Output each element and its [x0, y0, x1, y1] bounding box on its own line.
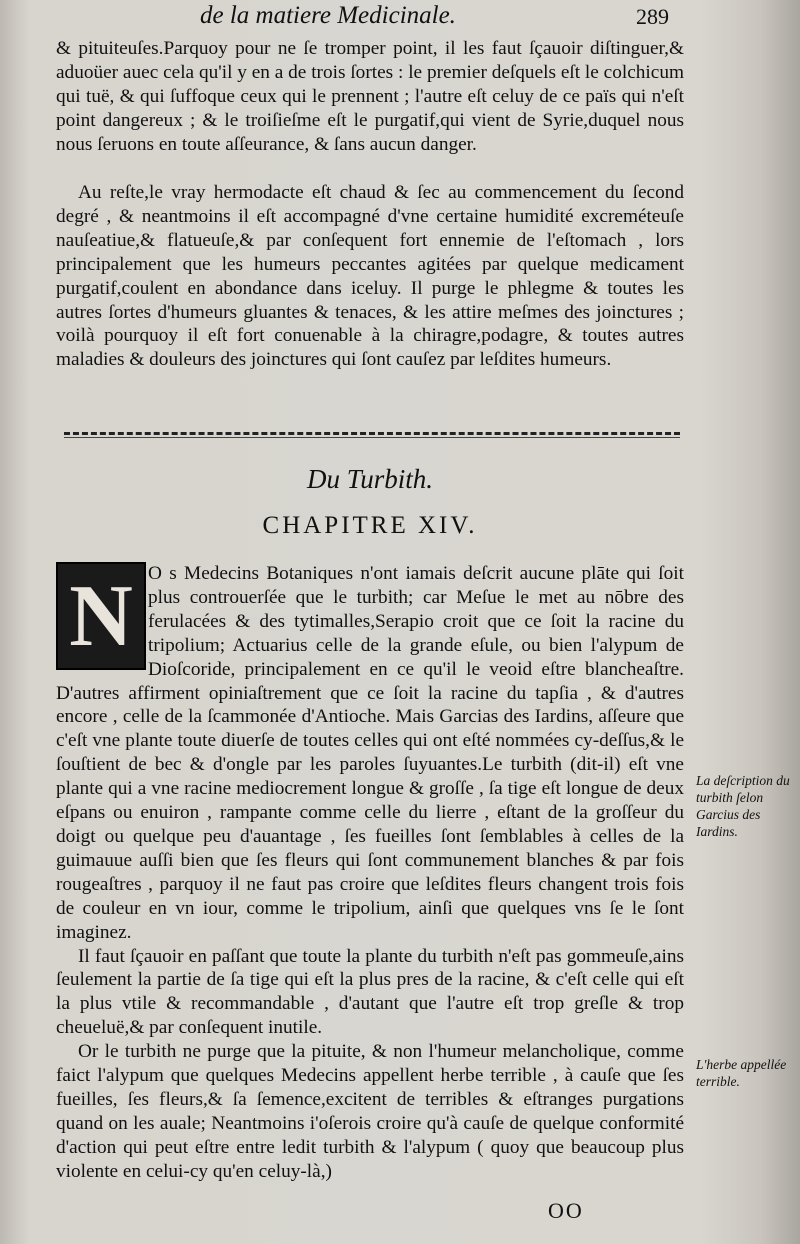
- paragraph-1: [56, 37, 684, 157]
- section-divider-line: [64, 437, 680, 438]
- paragraph-4-text: Il faut ſçauoir en paſſant que toute la plante du turbith n'eſt pas gommeuſe,ains ſeulement la partie de ſa tige qui eſt la plus pres de la racine, & c'eſt celle qui eſt la plus vtile & recommandable , d'autant que l'autre eſt trop greſle & trop cheueluë,& par conſequent inutile.: [56, 945, 684, 1039]
- signature-mark: OO: [548, 1198, 584, 1223]
- section-divider: [64, 432, 680, 435]
- running-title: de la matiere Medicinale.: [200, 2, 456, 29]
- section-title: Du Turbith.: [306, 464, 434, 494]
- paragraph-2: [56, 181, 684, 372]
- paragraph-3-text: O s Medecins Botaniques n'ont iamais deſcrit aucune plāte qui ſoit plus controuerſée que le turbith; car Meſue le met au nōbre des ferulacées & des tytimalles,Serapio croit que ce ſoit la racine du tripolium; Actuarius celle de la grande eſule, ou bien l'alypum de Dioſcoride, principalement en ce qu'il le veoid eſtre blancheaſtre. D'autres affirment opiniaſtrement que ce ſoit la racine du tapſia , & d'autres encore , celle de la ſcammonée d'Antioche. Mais Garcias des Iardins, aſſeure que c'eſt vne plante toute diuerſe de toutes celles qui ont eſté nommées cy-deſſus,& le ſouſtient de bec & d'ongle par les paroles ſuyuantes.Le turbith (dit-il) eſt vne plante qui a vne racine mediocrement longue & groſſe , ſa tige eſt longue de deux eſpans ou enuiron , rampante comme celle du lierre , eſtant de la groſſeur du doigt ou quelque peu d'auantage , ſes fueilles ſont ſemblables à celles de la guimauue auſſi bien que ſes fleurs qui ſont communement blanches & par fois rougeaſtres , parquoy il ne faut pas croire que leſdites fleurs changent trois fois de couleur en vn iour, comme le tripolium, ainſi que quelques vns ſe le ſont imaginez.: [56, 563, 684, 943]
- page-number: 289: [636, 4, 669, 29]
- margin-note-1: La deſcription du turbith ſelon Garcius des Iardins.: [696, 773, 790, 839]
- drop-cap-letter: N: [69, 567, 133, 665]
- margin-note-2: L'herbe appellée terrible.: [696, 1057, 787, 1089]
- ornamental-initial: [56, 562, 146, 670]
- chapter-body: [56, 562, 684, 1184]
- paragraph-2-text: Au reſte,le vray hermodacte eſt chaud & ſec au commencement du ſecond degré , & neantmoins il eſt accompagné d'vne certaine humidité excreméteuſe nauſeatiue,& flatueuſe,& par conſequent fort ennemie de l'eſtomach , lors principalement que les humeurs peccantes agitées par quelque medicament purgatif,coulent en abondance dans iceluy. Il purge le phlegme & toutes les autres ſortes d'humeurs gluantes & tenaces, & les attire meſmes des joinctures ; voilà pourquoy il eſt fort conuenable à la chiragre,podagre, & toutes autres maladies & douleurs des joinctures qui ſont cauſez par leſdites humeurs.: [56, 182, 684, 371]
- chapter-title: CHAPITRE XIV.: [262, 512, 478, 539]
- paragraph-5-text: Or le turbith ne purge que la pituite, & non l'humeur melancholique, comme faict l'alypum que quelques Medecins appellent herbe terrible , à cauſe que ſes fueilles, ſes fleurs,& ſa ſemence,excitent de terribles & eſtranges purgations quand on les auale; Neantmoins i'oſerois croire qu'à cauſe de quelque conformité d'action qui peut eſtre entre ledit turbith & l'alypum ( quoy que beaucoup plus violente en celui-cy qu'en celuy-là,): [56, 1041, 684, 1182]
- paragraph-1-text: & pituiteuſes.Parquoy pour ne ſe tromper point, il les faut ſçauoir diſtinguer,& aduoüer auec cela qu'il y en a de trois ſortes : le premier deſquels eſt le colchicum qui tuë, & qui ſuffoque ceux qui le prennent ; l'autre eſt celuy de ce païs qui n'eſt point dangereux ; & le troiſieſme eſt le purgatif,qui vient de Syrie,duquel nous nous ſeruons en toute aſſeurance, & ſans aucun danger.: [56, 38, 684, 155]
